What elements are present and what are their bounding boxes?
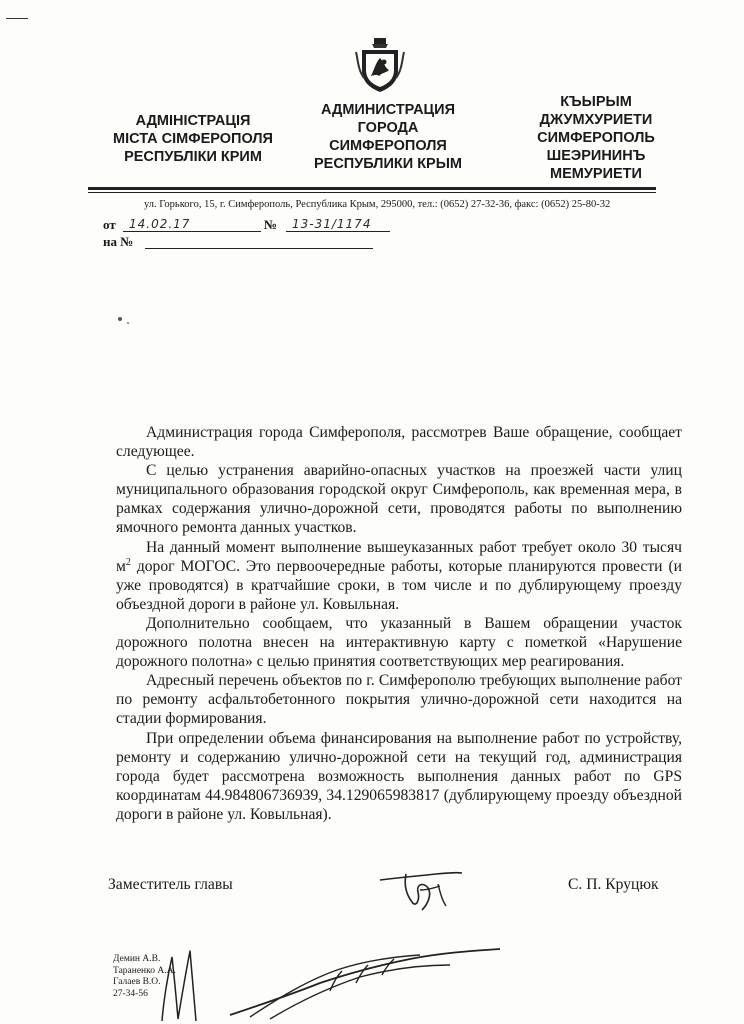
- paragraph-text: дорог МОГОС. Это первоочередные работы, которые планируются провести (и уже проводятся) в кратчайшие сроки, в том числе и по дублирующему проезду объездной дороги в районе ул. Ковыльная.: [116, 557, 682, 613]
- header-divider: [88, 187, 656, 190]
- date-label: от: [103, 217, 116, 232]
- header-divider-thin: [88, 192, 656, 193]
- signatory-title: Заместитель главы: [108, 876, 233, 893]
- paragraph: [116, 538, 682, 614]
- header-line: ШЕЭРИНИНЪ: [546, 148, 646, 164]
- crimea-coat-of-arms-icon: [354, 38, 406, 94]
- corner-mark: [6, 18, 28, 19]
- paragraph-text: На данный момент выполнение вышеуказанных работ требует около 30 тысяч м: [116, 538, 682, 575]
- paragraph: Адресный перечень объектов по г. Симферополю требующих выполнение работ по ремонту асфальтобетонного покрытия улично-дорожной сети находится на стадии формирования.: [116, 672, 682, 728]
- header-line: АДМІНІСТРАЦІЯ: [135, 113, 251, 129]
- number-value: 13-31/1174: [292, 217, 372, 231]
- executor-line: Тараненко А.А.: [113, 965, 176, 976]
- header-line: РЕСПУБЛИКИ КРЫМ: [313, 156, 462, 172]
- paragraph: При определении объема финансирования на выполнение работ по устройству, ремонту и содержанию улично-дорожной сети на текущий год, администрация города будет рассмотрена возможность выполнения данных работ по GPS координатам 44.984806736939, 34.129065983817 (дублирующему проезду объездной дороги в районе ул. Ковыльная).: [116, 729, 682, 823]
- header-russian: [308, 101, 468, 173]
- header-line: МЕМУРИЕТИ: [550, 166, 642, 182]
- header-line: РЕСПУБЛІКИ КРИМ: [124, 149, 262, 165]
- signatory-name: С. П. Круцюк: [568, 876, 659, 893]
- superscript: 2: [125, 556, 131, 568]
- header-crimean-tatar: [516, 93, 676, 183]
- header-ukrainian: [108, 112, 278, 166]
- stray-mark: [118, 317, 122, 321]
- date-value: 14.02.17: [129, 217, 191, 231]
- executor-line: Галаев В.О.: [113, 977, 161, 987]
- handwritten-scribble-icon: [150, 935, 570, 1023]
- header-line: СИМФЕРОПОЛЬ: [537, 130, 655, 146]
- executor-line: 27-34-56: [113, 988, 148, 999]
- handwritten-signature-icon: [376, 860, 466, 920]
- header-line: ДЖУМХУРИЕТИ: [539, 112, 653, 128]
- address-line: ул. Горького, 15, г. Симферополь, Республика Крым, 295000, тел.: (0652) 27-32-36, факс: (0652) 25-80-32: [144, 199, 611, 210]
- header-line: КЪЫРЫМ: [560, 94, 632, 110]
- number-field: [286, 215, 390, 232]
- paragraph: Администрация города Симферополя, рассмотрев Ваше обращение, сообщает следующее.: [116, 424, 682, 461]
- header-line: МІСТА СІМФЕРОПОЛЯ: [113, 131, 273, 147]
- reply-to-label: на №: [103, 234, 134, 249]
- number-label: №: [264, 217, 278, 232]
- paragraph: С целью устранения аварийно-опасных участков на проезжей части улиц муниципального образования городской округ Симферополь, как временная мера, в рамках содержания улично-дорожной сети, проводятся работы по выполнению ямочного ремонта данных участков.: [116, 462, 682, 537]
- date-field: [123, 215, 261, 232]
- header-line: ГОРОДА: [357, 120, 419, 136]
- letter-body: [116, 423, 682, 824]
- executor-line: Демин А.В.: [113, 954, 161, 964]
- header-line: СИМФЕРОПОЛЯ: [329, 138, 447, 154]
- stray-mark: [127, 322, 129, 324]
- reply-to-field: [145, 232, 373, 249]
- header-line: АДМИНИСТРАЦИЯ: [320, 102, 455, 118]
- paragraph: Дополнительно сообщаем, что указанный в Вашем обращении участок дорожного полотна внесен на интерактивную карту с пометкой «Нарушение дорожного полотна» с целью принятия соответствующих мер реагирования.: [116, 614, 682, 671]
